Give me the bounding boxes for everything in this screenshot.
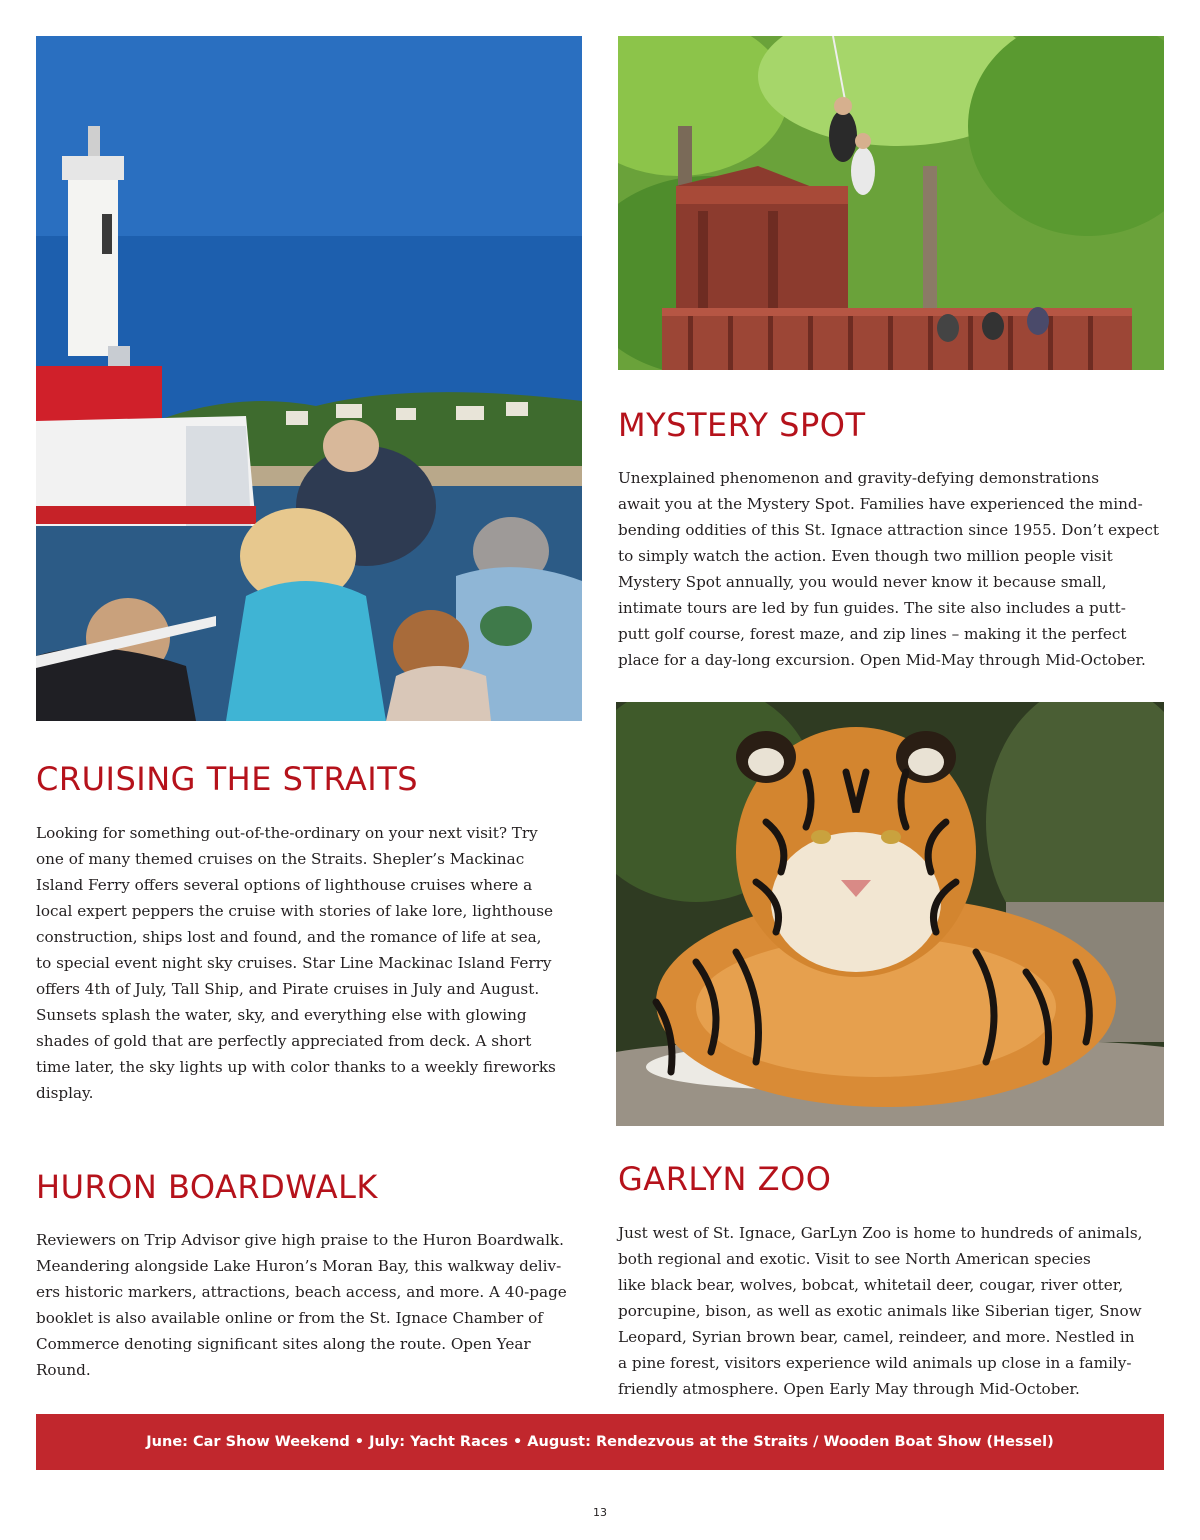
body-line: Unexplained phenomenon and gravity-defying demonstrations (618, 469, 1099, 487)
body-line: porcupine, bison, as well as exotic animals like Siberian tiger, Snow (618, 1302, 1142, 1320)
body-line: a pine forest, visitors experience wild animals up close in a family- (618, 1354, 1132, 1372)
body-line: display. (36, 1084, 94, 1102)
tiger-photo (616, 702, 1164, 1126)
body-line: to simply watch the action. Even though two million people visit (618, 547, 1113, 565)
body-line: ers historic markers, attractions, beach access, and more. A 40-page (36, 1283, 567, 1301)
body-line: construction, ships lost and found, and the romance of life at sea, (36, 928, 542, 946)
zip-line-photo (618, 36, 1164, 370)
body-line: Looking for something out-of-the-ordinary on your next visit? Try (36, 824, 538, 842)
events-banner-text: June: Car Show Weekend • July: Yacht Races • August: Rendezvous at the Straits / Wooden Boat Show (Hessel) (146, 1434, 1054, 1450)
body-line: offers 4th of July, Tall Ship, and Pirate cruises in July and August. (36, 980, 540, 998)
lighthouse-cruise-photo (36, 36, 582, 721)
body-line: bending oddities of this St. Ignace attraction since 1955. Don’t expect (618, 521, 1160, 539)
body-line: putt golf course, forest maze, and zip lines – making it the perfect (618, 625, 1127, 643)
cruising-title: CRUISING THE STRAITS (36, 760, 419, 798)
body-line: local expert peppers the cruise with stories of lake lore, lighthouse (36, 902, 554, 920)
page-number: 13 (593, 1506, 607, 1519)
body-line: Meandering alongside Lake Huron’s Moran Bay, this walkway deliv- (36, 1257, 562, 1275)
cruising-body (36, 820, 556, 1106)
body-line: Sunsets splash the water, sky, and everything else with glowing (36, 1006, 527, 1024)
mystery-spot-body (618, 465, 1159, 673)
body-line: one of many themed cruises on the Straits. Shepler’s Mackinac (36, 850, 525, 868)
events-banner (36, 1414, 1164, 1470)
body-line: Mystery Spot annually, you would never know it because small, (618, 573, 1107, 591)
body-line: Commerce denoting significant sites along the route. Open Year (36, 1335, 531, 1353)
body-line: Leopard, Syrian brown bear, camel, reindeer, and more. Nestled in (618, 1328, 1135, 1346)
huron-boardwalk-title: HURON BOARDWALK (36, 1168, 378, 1206)
body-line: Island Ferry offers several options of lighthouse cruises where a (36, 876, 533, 894)
body-line: to special event night sky cruises. Star Line Mackinac Island Ferry (36, 954, 552, 972)
body-line: friendly atmosphere. Open Early May through Mid-October. (618, 1380, 1080, 1398)
body-line: booklet is also available online or from the St. Ignace Chamber of (36, 1309, 543, 1327)
body-line: Round. (36, 1361, 91, 1379)
garlyn-zoo-body (618, 1220, 1142, 1402)
body-line: both regional and exotic. Visit to see North American species (618, 1250, 1091, 1268)
body-line: await you at the Mystery Spot. Families have experienced the mind- (618, 495, 1143, 513)
huron-boardwalk-body (36, 1227, 567, 1383)
body-line: like black bear, wolves, bobcat, whitetail deer, cougar, river otter, (618, 1276, 1124, 1294)
garlyn-zoo-title: GARLYN ZOO (618, 1160, 832, 1198)
body-line: Just west of St. Ignace, GarLyn Zoo is home to hundreds of animals, (618, 1224, 1143, 1242)
body-line: intimate tours are led by fun guides. The site also includes a putt- (618, 599, 1126, 617)
mystery-spot-title: MYSTERY SPOT (618, 406, 866, 444)
body-line: time later, the sky lights up with color thanks to a weekly fireworks (36, 1058, 556, 1076)
body-line: shades of gold that are perfectly appreciated from deck. A short (36, 1032, 532, 1050)
body-line: Reviewers on Trip Advisor give high praise to the Huron Boardwalk. (36, 1231, 564, 1249)
body-line: place for a day-long excursion. Open Mid-May through Mid-October. (618, 651, 1146, 669)
